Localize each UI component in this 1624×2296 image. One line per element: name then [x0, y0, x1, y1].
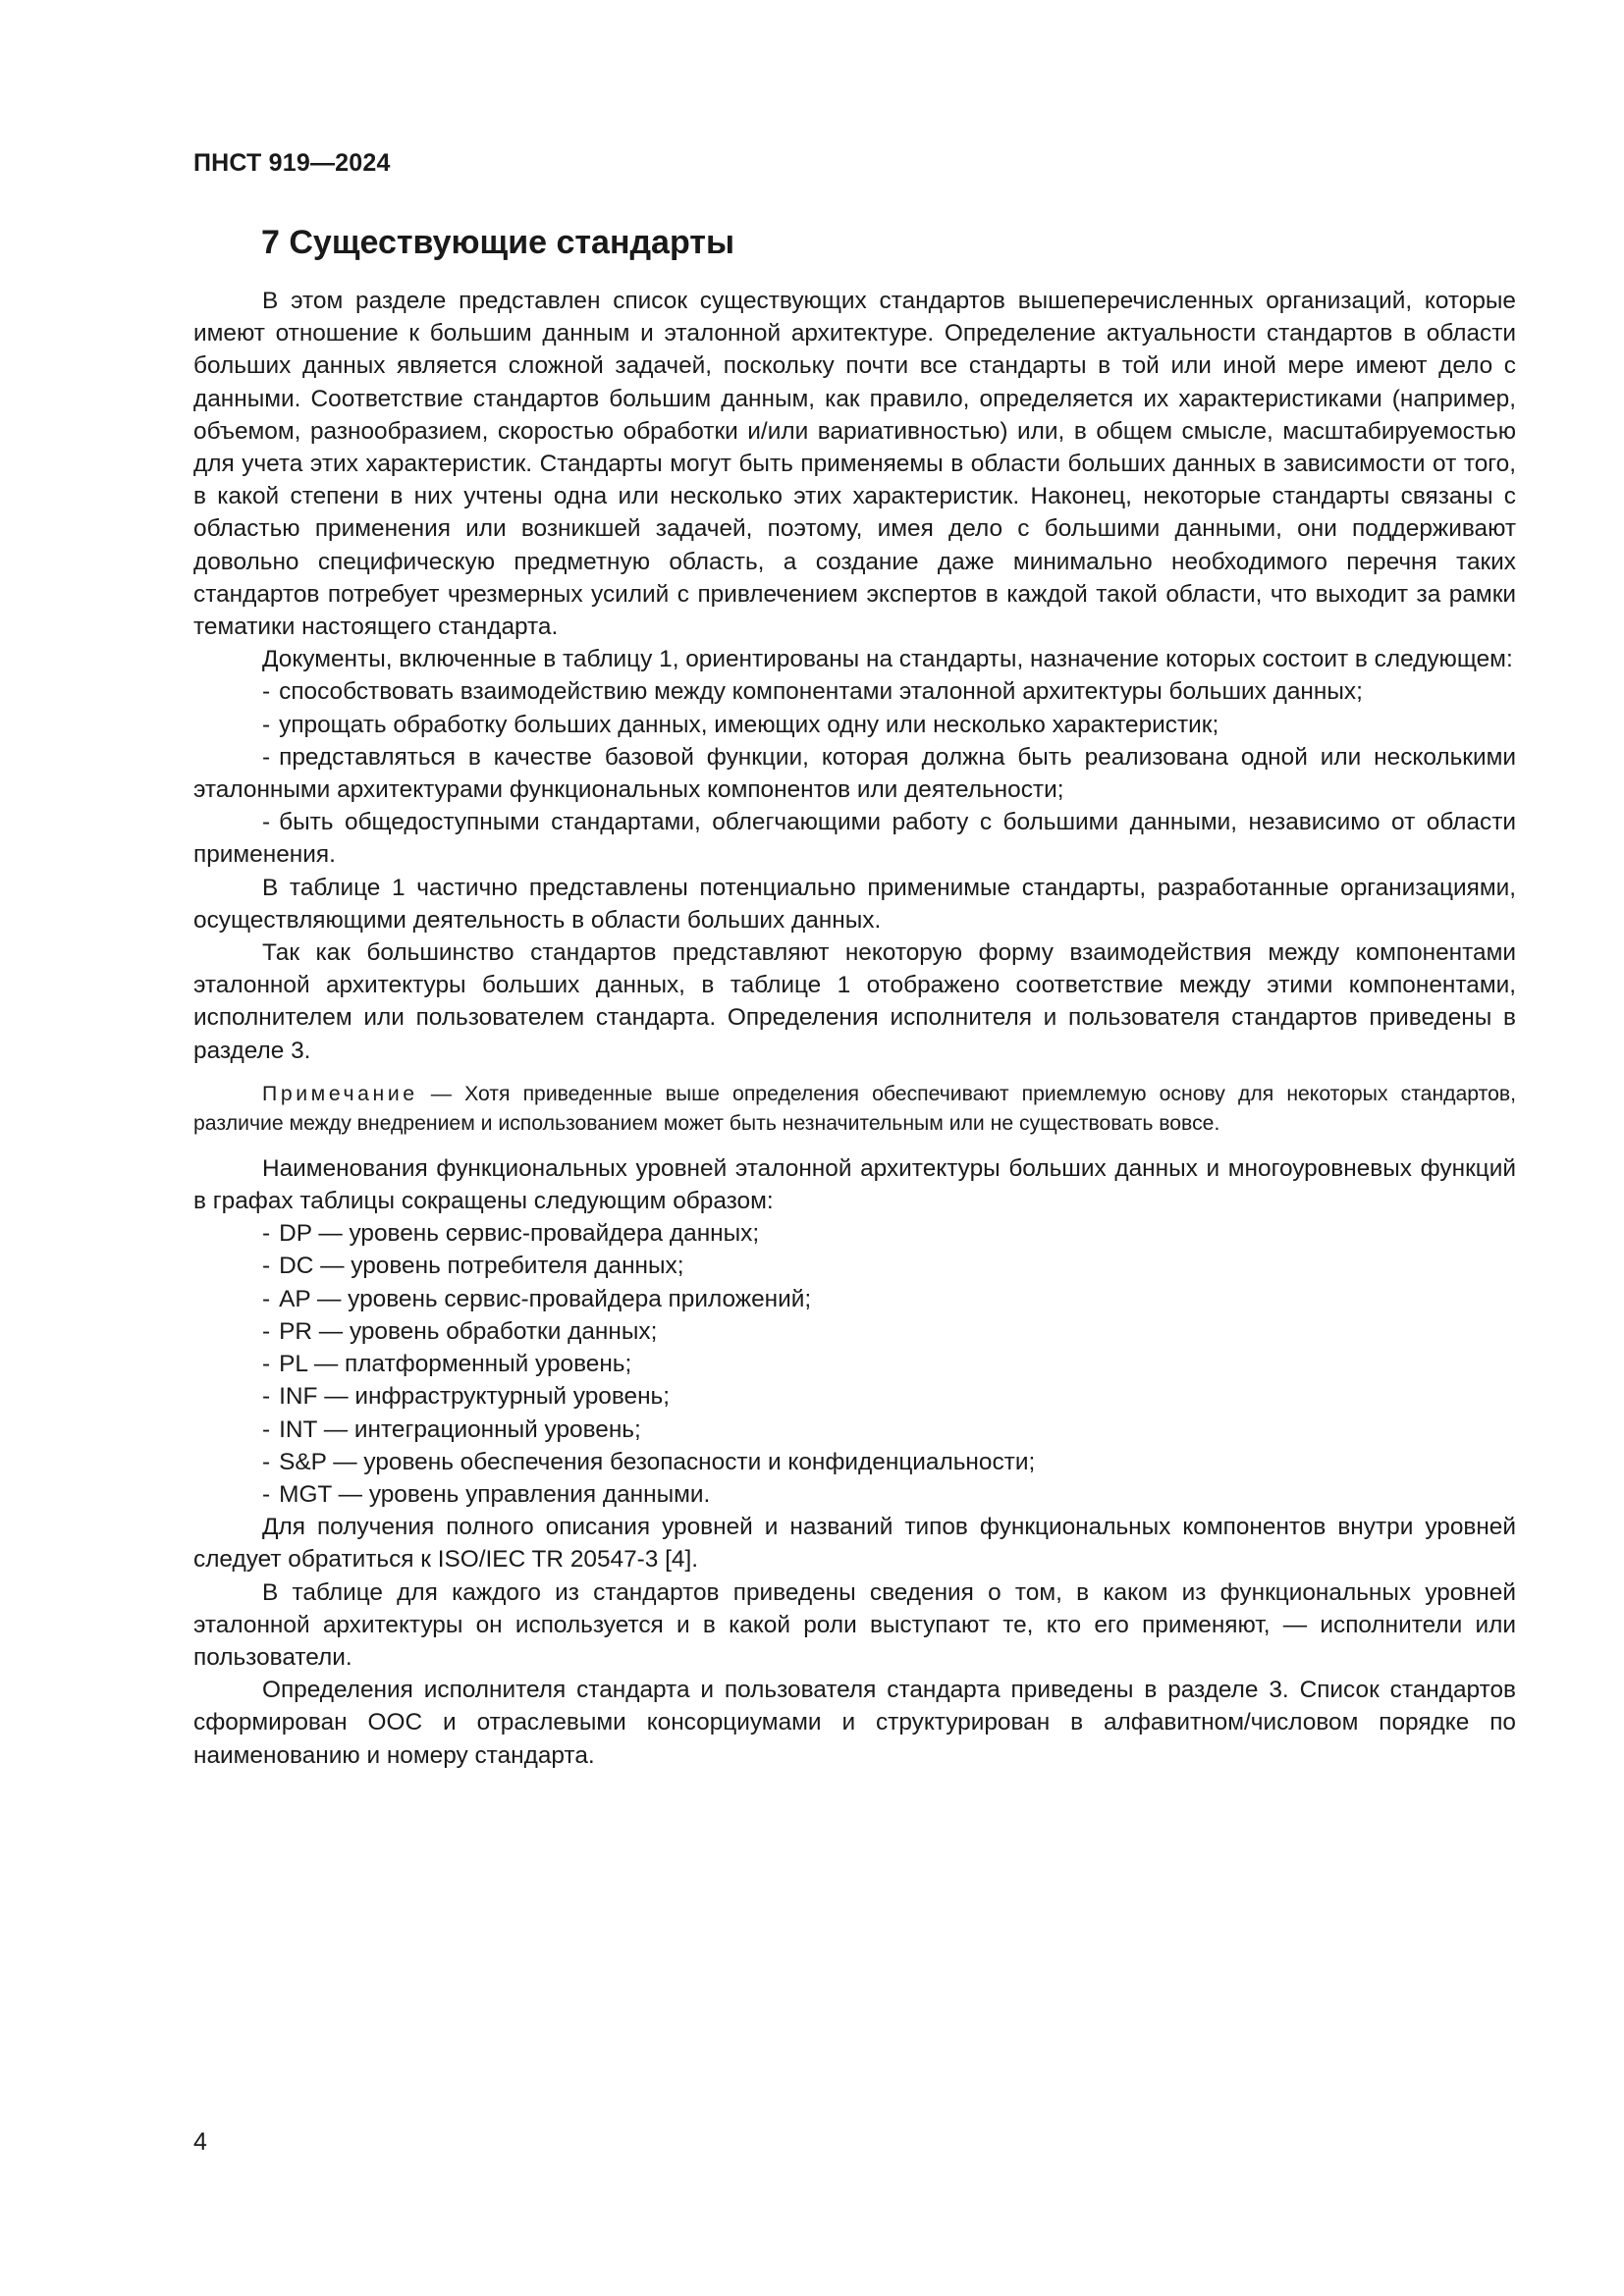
table-description-paragraph: В таблице 1 частично представлены потенциально применимые стандарты, разработанные организациями, осуществляющими деятельность в области больших данных. — [193, 874, 1516, 934]
list-item — [193, 1250, 1516, 1282]
list-item-text: представляться в качестве базовой функции, которая должна быть реализована одной или несколькими эталонными архитектурами функциональных компонентов или деятельности; — [193, 743, 1516, 804]
note — [193, 1080, 1516, 1139]
list-item — [193, 675, 1516, 708]
list-item-text: упрощать обработку больших данных, имеющих одну или несколько характеристик; — [279, 711, 1219, 738]
purpose-list — [193, 675, 1516, 871]
list-dash: - — [262, 1285, 271, 1312]
list-dash: - — [262, 711, 271, 738]
list-item-text: DC — уровень потребителя данных; — [279, 1253, 684, 1280]
intro-paragraph: В этом разделе представлен список существующих стандартов вышеперечисленных организаций, которые имеют отношение к большим данным и эталонной архитектуре. Определение актуальности стандартов в области больших данных является сложной задачей, поскольку почти все стандарты в той или иной мере имеют дело с данными. Соответствие стандартов большим данным, как правило, определяется их характеристиками (например, объемом, разнообразием, скоростью обработки и/или вариативностью) или, в общем смысле, масштабируемостью для учета этих характеристик. Стандарты могут быть применяемы в области больших данных в зависимости от того, в какой степени в них учтены одна или несколько этих характеристик. Наконец, некоторые стандарты связаны с областью применения или возникшей задачей, поэтому, имея дело с большими данными, они поддерживают довольно специфическую предметную область, а создание даже минимально необходимого перечня таких стандартов потребует чрезмерных усилий с привлечением экспертов в каждой такой области, что выходит за рамки тематики настоящего стандарта. — [193, 288, 1516, 641]
list-dash: - — [262, 1220, 271, 1248]
purpose-intro-paragraph: Документы, включенные в таблицу 1, ориентированы на стандарты, назначение которых состоит в следующем: — [262, 646, 1513, 673]
list-item — [193, 709, 1516, 741]
document-id: ПНСТ 919—2024 — [193, 149, 391, 177]
list-item — [193, 1217, 1516, 1250]
page-number: 4 — [193, 2128, 207, 2156]
list-dash: - — [262, 1351, 271, 1378]
list-item — [193, 1283, 1516, 1315]
note-label: Примечание — [262, 1082, 418, 1105]
list-item-text: быть общедоступными стандартами, облегчающими работу с большими данными, независимо от области применения. — [193, 809, 1516, 869]
list-dash: - — [262, 1383, 271, 1411]
list-dash: - — [262, 1415, 271, 1443]
list-dash: - — [262, 1448, 271, 1475]
list-item — [193, 1315, 1516, 1348]
list-item — [193, 1348, 1516, 1380]
list-dash: - — [262, 743, 271, 771]
list-item-text: S&P — уровень обеспечения безопасности и конфиденциальности; — [279, 1448, 1036, 1475]
list-item-text: AP — уровень сервис-провайдера приложений; — [279, 1285, 812, 1312]
list-dash: - — [262, 678, 271, 706]
list-item — [193, 1478, 1516, 1511]
final-paragraph: Определения исполнителя стандарта и пользователя стандарта приведены в разделе 3. Список стандартов сформирован ООС и отраслевыми консорциумами и структурирован в алфавитном/числовом порядке по наименованию и номеру стандарта. — [193, 1677, 1516, 1769]
list-item-text: INF — инфраструктурный уровень; — [279, 1383, 671, 1411]
full-description-paragraph: Для получения полного описания уровней и названий типов функциональных компонентов внутри уровней следует обратиться к ISO/IEC TR 20547-3 [4]. — [193, 1514, 1516, 1574]
list-item-text: DP — уровень сервис-провайдера данных; — [279, 1220, 760, 1248]
list-dash: - — [262, 1480, 271, 1508]
interaction-paragraph: Так как большинство стандартов представляют некоторую форму взаимодействия между компонентами эталонной архитектуры больших данных, в таблице 1 отображено соответствие между этими компонентами, исполнителем или пользователем стандарта. Определения исполнителя и пользователя стандартов приведены в разделе 3. — [193, 939, 1516, 1064]
list-item-text: PL — платформенный уровень; — [279, 1351, 632, 1378]
list-item — [193, 806, 1516, 871]
list-item-text: INT — интеграционный уровень; — [279, 1415, 641, 1443]
section-body — [193, 285, 1516, 1772]
list-item — [193, 741, 1516, 806]
list-item — [193, 1446, 1516, 1478]
list-item-text: MGT — уровень управления данными. — [279, 1480, 711, 1508]
list-item-text: способствовать взаимодействию между компонентами эталонной архитектуры больших данных; — [279, 678, 1363, 706]
list-dash: - — [262, 1253, 271, 1280]
list-item — [193, 1380, 1516, 1413]
note-text: — Хотя приведенные выше определения обеспечивают приемлемую основу для некоторых стандартов, различие между внедрением и использованием может быть незначительным или не существовать вовсе. — [193, 1082, 1517, 1135]
section-title: 7 Существующие стандарты — [261, 224, 734, 261]
list-item-text: PR — уровень обработки данных; — [279, 1317, 658, 1345]
list-dash: - — [262, 809, 271, 836]
abbreviation-list — [193, 1217, 1516, 1511]
list-item — [193, 1414, 1516, 1446]
abbreviation-intro-paragraph: Наименования функциональных уровней эталонной архитектуры больших данных и многоуровневых функций в графах таблицы сокращены следующим образом: — [193, 1154, 1516, 1215]
roles-paragraph: В таблице для каждого из стандартов приведены сведения о том, в каком из функциональных уровней эталонной архитектуры он используется и в какой роли выступают те, кто его применяют, — исполнители или пользователи. — [193, 1578, 1516, 1671]
list-dash: - — [262, 1317, 271, 1345]
